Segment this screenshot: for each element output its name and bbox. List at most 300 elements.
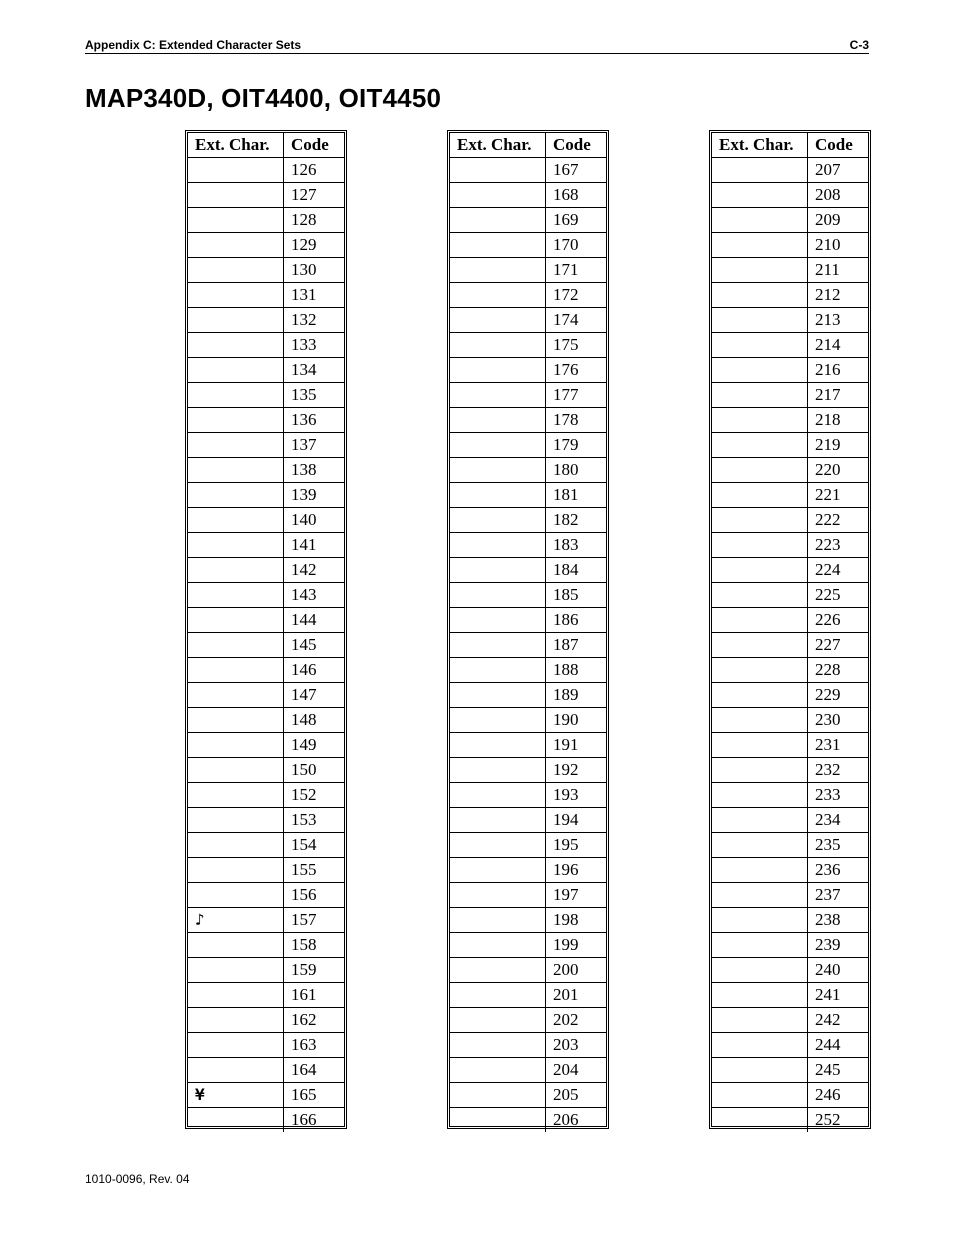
ext-char-cell [450, 983, 546, 1008]
table-row [712, 208, 868, 233]
table-row [450, 958, 606, 983]
ext-char-cell [188, 933, 284, 958]
table-row [450, 358, 606, 383]
ext-char-cell [712, 608, 808, 633]
code-cell: 147 [284, 683, 345, 708]
table-row [188, 858, 344, 883]
code-cell: 202 [546, 1008, 607, 1033]
ext-char-cell [450, 533, 546, 558]
table-row [712, 658, 868, 683]
table-header-row [188, 133, 344, 158]
table-row [712, 708, 868, 733]
table-row [712, 758, 868, 783]
table-row [450, 558, 606, 583]
table-row [712, 858, 868, 883]
code-cell: 218 [808, 408, 869, 433]
table-row [712, 383, 868, 408]
table-row [188, 958, 344, 983]
table-row [450, 1083, 606, 1108]
table-row [712, 983, 868, 1008]
ext-char-cell [712, 233, 808, 258]
table-row [188, 308, 344, 333]
table-row [450, 608, 606, 633]
ext-char-cell [712, 533, 808, 558]
code-cell: 222 [808, 508, 869, 533]
code-cell: 241 [808, 983, 869, 1008]
code-cell: 129 [284, 233, 345, 258]
table-row [712, 1108, 868, 1133]
code-cell: 242 [808, 1008, 869, 1033]
table-row [712, 483, 868, 508]
code-cell: 170 [546, 233, 607, 258]
code-cell: 194 [546, 808, 607, 833]
ext-char-cell [450, 233, 546, 258]
code-cell: 190 [546, 708, 607, 733]
ext-char-cell [188, 383, 284, 408]
ext-char-cell [712, 883, 808, 908]
code-cell: 209 [808, 208, 869, 233]
code-cell: 144 [284, 608, 345, 633]
table-row [188, 483, 344, 508]
table-row [188, 683, 344, 708]
table-row [712, 158, 868, 183]
ext-char-cell [712, 1033, 808, 1058]
table-row [450, 733, 606, 758]
ext-char-cell [188, 533, 284, 558]
code-cell: 231 [808, 733, 869, 758]
table-row [450, 258, 606, 283]
code-cell: 180 [546, 458, 607, 483]
code-cell: 210 [808, 233, 869, 258]
code-cell: 182 [546, 508, 607, 533]
table-row [188, 758, 344, 783]
code-cell: 196 [546, 858, 607, 883]
code-cell: 221 [808, 483, 869, 508]
code-cell: 133 [284, 333, 345, 358]
ext-char-cell [450, 558, 546, 583]
ext-char-cell [188, 183, 284, 208]
ext-char-cell [450, 683, 546, 708]
ext-char-cell: ♪ [188, 908, 284, 933]
table-row [450, 758, 606, 783]
ext-char-cell [712, 308, 808, 333]
ext-char-cell [188, 1033, 284, 1058]
table-row [188, 458, 344, 483]
ext-char-cell [450, 433, 546, 458]
table-row [712, 958, 868, 983]
code-cell: 219 [808, 433, 869, 458]
ext-char-cell [450, 858, 546, 883]
table-header-row [450, 133, 606, 158]
code-cell: 212 [808, 283, 869, 308]
ext-char-cell [712, 933, 808, 958]
ext-char-cell [712, 858, 808, 883]
ext-char-cell [188, 508, 284, 533]
code-cell: 172 [546, 283, 607, 308]
ext-char-cell [450, 1108, 546, 1133]
table-row [188, 808, 344, 833]
code-cell: 237 [808, 883, 869, 908]
code-cell: 223 [808, 533, 869, 558]
table-row [188, 533, 344, 558]
ext-char-cell [712, 283, 808, 308]
ext-char-cell [712, 558, 808, 583]
code-cell: 155 [284, 858, 345, 883]
table-row [188, 633, 344, 658]
ext-char-cell [188, 433, 284, 458]
ext-char-cell [450, 483, 546, 508]
ext-char-cell [188, 158, 284, 183]
code-cell: 204 [546, 1058, 607, 1083]
ext-char-cell [450, 708, 546, 733]
ext-char-cell [450, 883, 546, 908]
code-cell: 205 [546, 1083, 607, 1108]
code-cell: 195 [546, 833, 607, 858]
ext-char-cell [188, 333, 284, 358]
charset-table-2 [447, 130, 609, 1129]
ext-char-cell [450, 358, 546, 383]
ext-char-cell [188, 233, 284, 258]
ext-char-cell [188, 783, 284, 808]
code-cell: 197 [546, 883, 607, 908]
ext-char-cell [188, 483, 284, 508]
table-row [450, 533, 606, 558]
code-cell: 198 [546, 908, 607, 933]
header-divider [85, 53, 869, 54]
code-cell: 238 [808, 908, 869, 933]
ext-char-cell [450, 608, 546, 633]
table-row [450, 458, 606, 483]
ext-char-cell [188, 1058, 284, 1083]
column-header-ext-char: Ext. Char. [188, 133, 284, 158]
table-row [450, 508, 606, 533]
code-cell: 236 [808, 858, 869, 883]
ext-char-cell [712, 458, 808, 483]
table-row [712, 833, 868, 858]
table-row [188, 933, 344, 958]
ext-char-cell [712, 183, 808, 208]
ext-char-cell [188, 683, 284, 708]
ext-char-cell [712, 733, 808, 758]
code-cell: 229 [808, 683, 869, 708]
table-row [188, 608, 344, 633]
table-row [450, 658, 606, 683]
table-row [188, 1083, 344, 1108]
column-header-ext-char: Ext. Char. [712, 133, 808, 158]
code-cell: 192 [546, 758, 607, 783]
table-row [450, 158, 606, 183]
ext-char-cell [450, 208, 546, 233]
table-row [450, 833, 606, 858]
ext-char-cell [450, 908, 546, 933]
table-row [450, 1033, 606, 1058]
column-header-code: Code [284, 133, 345, 158]
code-cell: 211 [808, 258, 869, 283]
code-cell: 157 [284, 908, 345, 933]
code-cell: 128 [284, 208, 345, 233]
column-header-ext-char: Ext. Char. [450, 133, 546, 158]
code-cell: 126 [284, 158, 345, 183]
table-row [450, 783, 606, 808]
ext-char-cell [450, 1033, 546, 1058]
ext-char-cell [450, 633, 546, 658]
code-cell: 161 [284, 983, 345, 1008]
ext-char-cell [450, 758, 546, 783]
code-cell: 141 [284, 533, 345, 558]
ext-char-cell [712, 408, 808, 433]
code-cell: 176 [546, 358, 607, 383]
table-row [188, 708, 344, 733]
code-cell: 208 [808, 183, 869, 208]
table-row [450, 208, 606, 233]
ext-char-cell [450, 933, 546, 958]
table-row [188, 233, 344, 258]
ext-char-cell [712, 483, 808, 508]
table-row [188, 208, 344, 233]
ext-char-cell [188, 408, 284, 433]
column-header-code: Code [808, 133, 869, 158]
table-row [188, 733, 344, 758]
ext-char-cell [450, 1058, 546, 1083]
code-cell: 171 [546, 258, 607, 283]
code-cell: 214 [808, 333, 869, 358]
code-cell: 207 [808, 158, 869, 183]
code-cell: 159 [284, 958, 345, 983]
ext-char-cell [712, 983, 808, 1008]
code-cell: 199 [546, 933, 607, 958]
ext-char-cell [712, 908, 808, 933]
ext-char-cell [450, 383, 546, 408]
code-cell: 139 [284, 483, 345, 508]
ext-char-cell [712, 708, 808, 733]
table-row [188, 1058, 344, 1083]
code-cell: 193 [546, 783, 607, 808]
table-row [712, 283, 868, 308]
table-row [712, 733, 868, 758]
code-cell: 224 [808, 558, 869, 583]
code-cell: 226 [808, 608, 869, 633]
charset-table-1 [185, 130, 347, 1129]
code-cell: 177 [546, 383, 607, 408]
code-cell: 228 [808, 658, 869, 683]
ext-char-cell [450, 408, 546, 433]
ext-char-cell [188, 633, 284, 658]
table-row [450, 233, 606, 258]
table-row [450, 383, 606, 408]
code-cell: 206 [546, 1108, 607, 1133]
footer-doc-id: 1010-0096, Rev. 04 [85, 1172, 190, 1186]
code-cell: 200 [546, 958, 607, 983]
ext-char-cell [188, 308, 284, 333]
ext-char-cell [188, 858, 284, 883]
ext-char-cell [188, 658, 284, 683]
table-row [188, 833, 344, 858]
table-row [188, 583, 344, 608]
ext-char-cell [450, 583, 546, 608]
ext-char-cell [450, 783, 546, 808]
code-cell: 164 [284, 1058, 345, 1083]
ext-char-cell [188, 283, 284, 308]
ext-char-cell [712, 208, 808, 233]
table-row [712, 883, 868, 908]
table-row [712, 183, 868, 208]
code-cell: 234 [808, 808, 869, 833]
code-cell: 167 [546, 158, 607, 183]
code-cell: 189 [546, 683, 607, 708]
ext-char-cell [712, 583, 808, 608]
table-row [188, 408, 344, 433]
code-cell: 179 [546, 433, 607, 458]
code-cell: 240 [808, 958, 869, 983]
table-row [188, 983, 344, 1008]
ext-char-cell [712, 833, 808, 858]
table-row [450, 633, 606, 658]
code-cell: 244 [808, 1033, 869, 1058]
ext-char-cell [712, 783, 808, 808]
code-cell: 232 [808, 758, 869, 783]
code-cell: 217 [808, 383, 869, 408]
code-cell: 146 [284, 658, 345, 683]
ext-char-cell [188, 1108, 284, 1133]
code-cell: 175 [546, 333, 607, 358]
code-cell: 130 [284, 258, 345, 283]
ext-char-cell [450, 183, 546, 208]
code-cell: 225 [808, 583, 869, 608]
code-cell: 178 [546, 408, 607, 433]
table-row [188, 1108, 344, 1133]
code-cell: 152 [284, 783, 345, 808]
table-row [712, 1008, 868, 1033]
code-cell: 138 [284, 458, 345, 483]
code-cell: 136 [284, 408, 345, 433]
ext-char-cell [450, 308, 546, 333]
code-cell: 230 [808, 708, 869, 733]
table-row [450, 308, 606, 333]
code-cell: 135 [284, 383, 345, 408]
ext-char-cell [712, 1058, 808, 1083]
code-cell: 246 [808, 1083, 869, 1108]
table-row [712, 683, 868, 708]
table-row [188, 433, 344, 458]
code-cell: 233 [808, 783, 869, 808]
code-cell: 166 [284, 1108, 345, 1133]
ext-char-cell [450, 283, 546, 308]
ext-char-cell [712, 383, 808, 408]
column-header-code: Code [546, 133, 607, 158]
code-cell: 153 [284, 808, 345, 833]
charset-table-3 [709, 130, 871, 1129]
table-row [188, 1008, 344, 1033]
table-row [712, 508, 868, 533]
table-row [188, 333, 344, 358]
ext-char-cell [188, 1008, 284, 1033]
table-row [450, 858, 606, 883]
table-row [450, 433, 606, 458]
table-row [712, 783, 868, 808]
ext-char-cell [450, 1083, 546, 1108]
ext-char-cell [450, 658, 546, 683]
code-cell: 235 [808, 833, 869, 858]
ext-char-cell [188, 708, 284, 733]
code-cell: 203 [546, 1033, 607, 1058]
ext-char-cell [188, 458, 284, 483]
table-header-row [712, 133, 868, 158]
ext-char-cell [712, 808, 808, 833]
ext-char-cell [188, 608, 284, 633]
table-row [712, 433, 868, 458]
table-row [450, 883, 606, 908]
ext-char-cell [712, 958, 808, 983]
code-cell: 220 [808, 458, 869, 483]
ext-char-cell [712, 158, 808, 183]
table-row [450, 683, 606, 708]
ext-char-cell [712, 1083, 808, 1108]
code-cell: 213 [808, 308, 869, 333]
code-cell: 188 [546, 658, 607, 683]
ext-char-cell [450, 1008, 546, 1033]
table-row [450, 1008, 606, 1033]
code-cell: 145 [284, 633, 345, 658]
table-row [450, 283, 606, 308]
table-row [712, 558, 868, 583]
ext-char-cell: ¥ [188, 1083, 284, 1108]
table-row [450, 808, 606, 833]
code-cell: 227 [808, 633, 869, 658]
code-cell: 149 [284, 733, 345, 758]
ext-char-cell [450, 333, 546, 358]
ext-char-cell [450, 808, 546, 833]
table-row [712, 408, 868, 433]
table-row [188, 883, 344, 908]
table-row [712, 233, 868, 258]
ext-char-cell [188, 758, 284, 783]
code-cell: 165 [284, 1083, 345, 1108]
ext-char-cell [712, 1008, 808, 1033]
ext-char-cell [712, 758, 808, 783]
ext-char-cell [450, 833, 546, 858]
table-row [450, 1058, 606, 1083]
running-header-section: Appendix C: Extended Character Sets [85, 38, 302, 52]
ext-char-cell [712, 1108, 808, 1133]
table-row [712, 583, 868, 608]
table-row [450, 933, 606, 958]
code-cell: 163 [284, 1033, 345, 1058]
table-row [188, 183, 344, 208]
code-cell: 181 [546, 483, 607, 508]
table-row [188, 783, 344, 808]
table-row [188, 658, 344, 683]
ext-char-cell [188, 733, 284, 758]
ext-char-cell [450, 508, 546, 533]
table-row [712, 633, 868, 658]
code-cell: 140 [284, 508, 345, 533]
ext-char-cell [450, 958, 546, 983]
code-cell: 174 [546, 308, 607, 333]
ext-char-cell [188, 883, 284, 908]
code-cell: 127 [284, 183, 345, 208]
code-cell: 148 [284, 708, 345, 733]
ext-char-cell [712, 683, 808, 708]
running-header-page-number: C-3 [849, 38, 869, 52]
table-row [188, 908, 344, 933]
code-cell: 183 [546, 533, 607, 558]
table-row [450, 408, 606, 433]
table-row [188, 383, 344, 408]
ext-char-cell [450, 258, 546, 283]
table-row [188, 558, 344, 583]
table-row [188, 158, 344, 183]
ext-char-cell [188, 258, 284, 283]
